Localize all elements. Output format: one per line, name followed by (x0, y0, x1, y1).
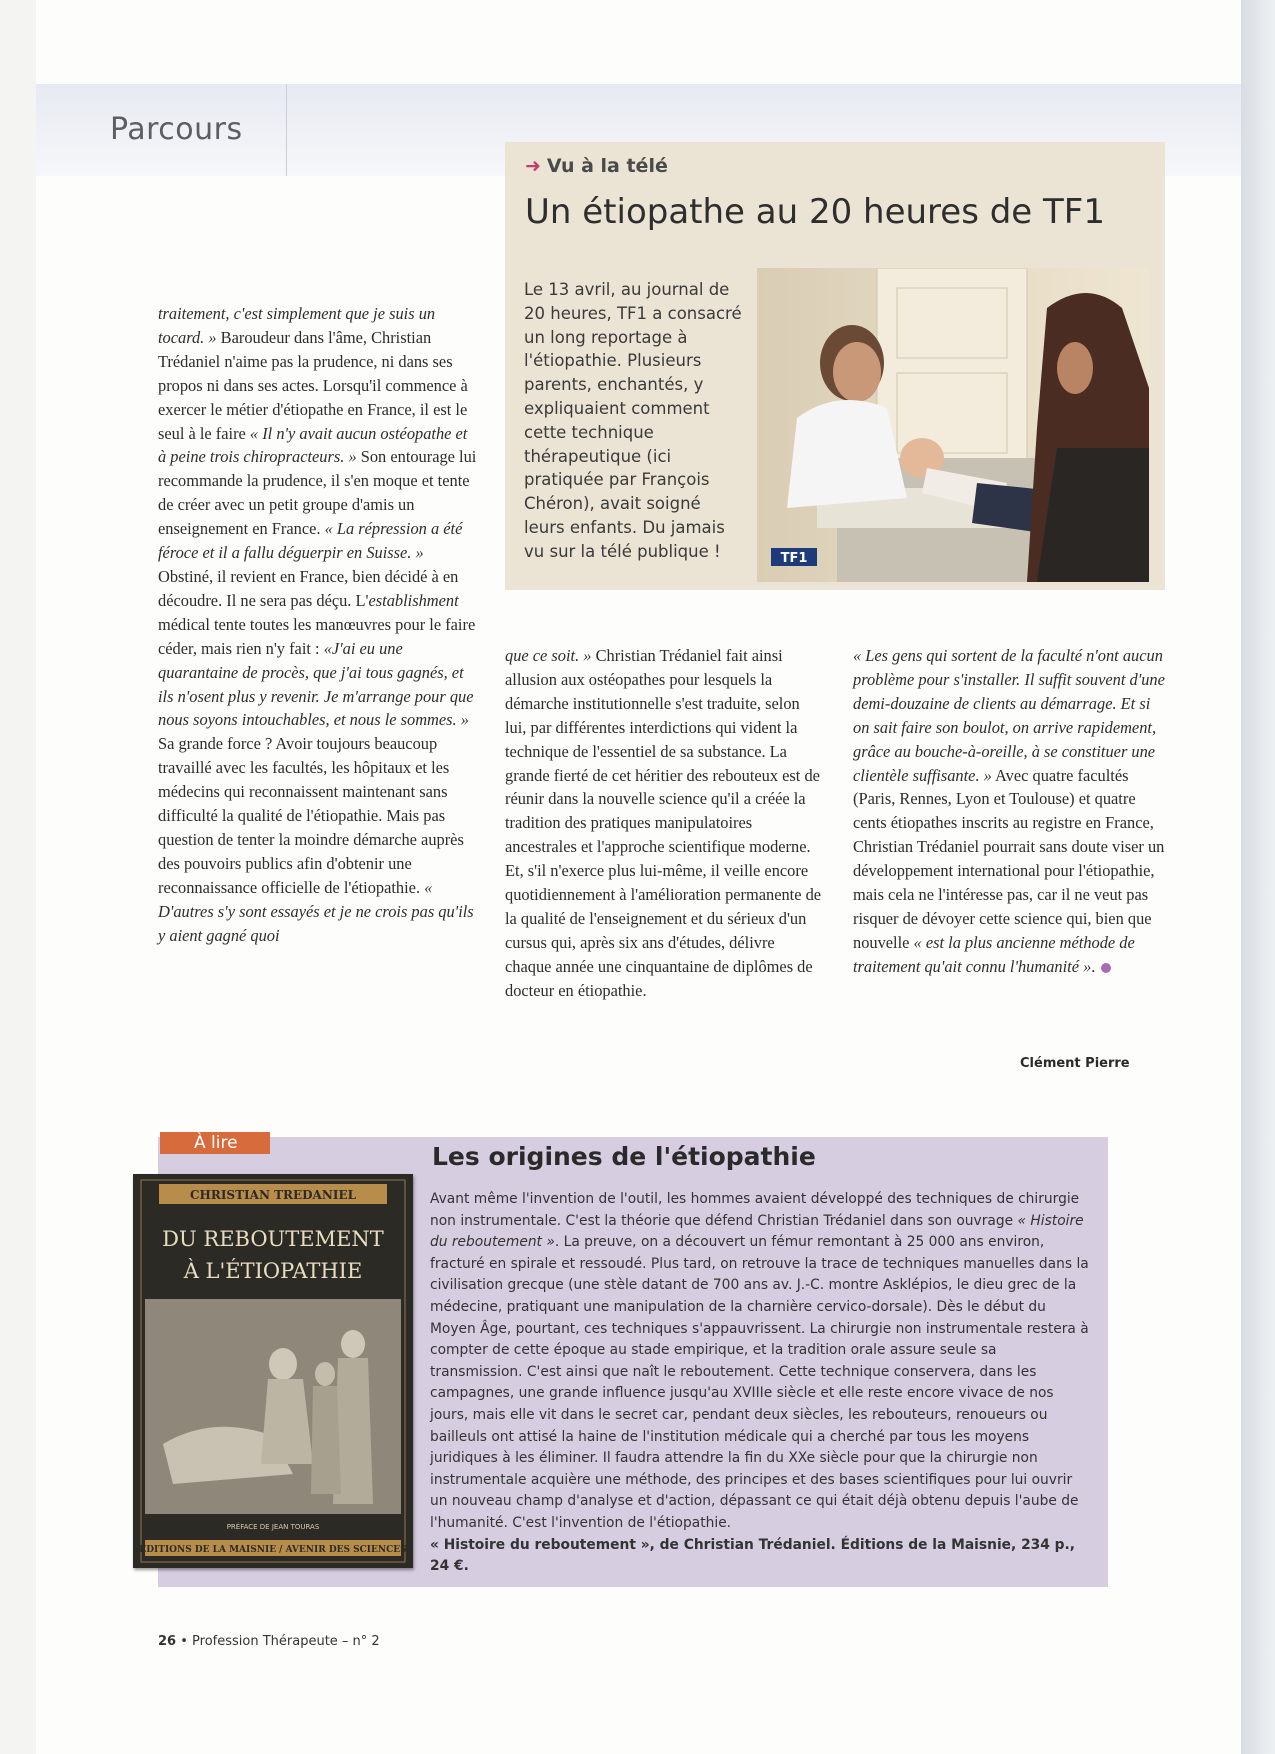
author-name: Clément Pierre (1020, 1056, 1130, 1071)
text-run: « est la plus ancienne méthode de traitement qu'ait connu l'humanité » (853, 932, 1135, 976)
text-run: que ce soit. » (505, 646, 592, 665)
text-run: Sa grande force ? Avoir toujours beaucoup travaillé avec les facultés, les hôpitaux et les médecins qui reconnaissent maintenant sans difficulté la qualité de l'étiopathie. Mais pas question de tenter la moindre démarche auprès des pouvoirs publics afin d'obtenir une reconnaissance officielle de l'étiopathie. (158, 734, 464, 897)
text-run: Christian Trédaniel fait ainsi allusion aux ostéopathes pour lesquels la démarche institutionnelle s'est traduite, selon lui, par différentes interdictions qui vident la technique de l'essentiel de sa substance. La grande fierté de cet héritier des rebouteux est de réunir dans la nouvelle science qu'il a créée la tradition des pratiques manipulatoires ancestrales et l'approche scientifique moderne. Et, s'il n'exerce plus lui-même, il veille encore quotidiennement à l'amélioration permanente de la qualité de l'enseignement et du sérieux d'un cursus qui, après six ans d'études, délivre chaque année une cinquantaine de diplômes de docteur en étiopathie. (505, 646, 822, 1000)
text-run: Son entourage lui recommande la prudence, il s'en moque et tente de créer avec un petit groupe d'amis un enseignement en France. (158, 447, 477, 539)
article-column-2 (505, 644, 823, 1003)
text-run: médical tente toutes les manœuvres pour le faire céder, mais rien n'y fait : (158, 614, 476, 658)
article-column-3 (853, 644, 1168, 979)
article-column-1 (158, 302, 478, 947)
text-run: Baroudeur dans l'âme, Christian Trédaniel n'aime pas la prudence, ni dans ses propos ni dans ses actes. Lorsqu'il commence à exercer le métier d'étiopathe en France, il est le seul à le faire (158, 327, 468, 443)
text-run: « D'autres s'y sont essayés et je ne crois pas qu'ils y aient gagné quoi (158, 877, 474, 945)
book-reference: « Histoire du reboutement », de Christian Trédaniel. Éditions de la Maisnie, 234 p., 24 €. (430, 1536, 1076, 1575)
book-text (430, 1189, 1090, 1578)
page-edge (1241, 0, 1275, 1754)
book-text-body (430, 1189, 1090, 1535)
book-cover-art (133, 1174, 413, 1568)
tv-kicker-label: Vu à la télé (546, 155, 668, 177)
text-run: Avant même l'invention de l'outil, les hommes avaient développé des techniques de chirurgie non instrumentale. C'est la théorie que défend Christian Trédaniel dans son ouvrage (430, 1191, 1080, 1229)
tv-title: Un étiopathe au 20 heures de TF1 (525, 192, 1105, 232)
author-byline (1020, 1056, 1130, 1071)
text-run: « Histoire du reboutement » (430, 1212, 1084, 1251)
text-run: « La répression a été féroce et il a fallu déguerpir en Suisse. » (158, 519, 463, 563)
cover-title-line-2: À L'ÉTIOPATHIE (183, 1259, 363, 1283)
tv-text: Le 13 avril, au journal de 20 heures, TF1 a consacré un long reportage à l'étiopathie. Plusieurs parents, enchantés, y expliquaient comment cette technique thérapeutique (ici pratiquée par François Chéron), avait soigné leurs enfants. Du jamais vu sur la télé publique ! (524, 280, 742, 561)
cover-publisher: EDITIONS DE LA MAISNIE / AVENIR DES SCIENCES (139, 1545, 407, 1555)
text-run: establishment (368, 590, 459, 610)
text-run: . La preuve, on a découvert un fémur remontant à 25 000 ans environ, fracturé en spirale et ressoudé. Plus tard, on retrouve la trace de techniques manuelles dans la civilisation grecque (une stèle datant de 700 ans av. J.-C. montre Asklépios, le dieu grec de la médecine, pratiquant une manipulation de la charnière cervico-dorsale). Dès le début du Moyen Âge, pourtant, ces techniques s'appauvrissent. La chirurgie non instrumentale restera à compter de cette époque au stade empirique, et la tradition orale assure seule sa transmission. C'est ainsi que naît le reboutement. Cette technique conservera, dans les campagnes, une grande influence jusqu'au XVIIIe siècle et elle reste encore vivace de nos jours, mais elle vit dans le secret car, pendant deux siècles, les rebouteurs, renoueurs ou bailleuls ont attisé la haine de l'institution médicale qui a cherché par tous les moyens juridiques à les éliminer. Il faudra attendre la fin du XXe siècle pour que la chirurgie non instrumentale acquière une méthode, des principes et des bases scientifiques pour lui ouvrir un nouveau champ d'analyse et d'action, dépassant ce qui était déjà obtenu depuis l'aube de l'humanité. C'est l'invention de l'étiopathie. (430, 1234, 1089, 1531)
page-number: 26 (158, 1634, 177, 1649)
arrow-right-icon: ➜ (525, 155, 541, 177)
end-mark-icon (1101, 963, 1111, 973)
tv-kicker (525, 155, 668, 177)
book-cover (133, 1174, 413, 1568)
section-label: Parcours (110, 112, 243, 147)
tf1-logo: TF1 (780, 551, 808, 566)
cover-title-line-1: DU REBOUTEMENT (162, 1227, 384, 1251)
text-run: Avec quatre facultés (Paris, Rennes, Lyon et Toulouse) et quatre cents étiopathes inscrits au registre en France, Christian Trédaniel pourrait sans doute viser un développement international pour l'étiopathie, mais cela ne l'intéresse pas, car il ne veut pas risquer de dévoyer cette science qui, bien que nouvelle (853, 765, 1165, 952)
tv-photo (757, 268, 1149, 582)
cover-author: CHRISTIAN TREDANIEL (189, 1188, 357, 1202)
page-footer (158, 1634, 380, 1649)
consultation-photo (757, 268, 1149, 582)
text-run: « Il n'y avait aucun ostéopathe et à peine trois chiropracteurs. » (158, 423, 468, 467)
text-run: Obstiné, il revient en France, bien décidé à en découdre. Il ne sera pas déçu. L' (158, 566, 459, 610)
magazine-name: • Profession Thérapeute – n° 2 (180, 1634, 380, 1649)
book-tag: À lire (160, 1132, 270, 1154)
book-title: Les origines de l'étiopathie (432, 1142, 816, 1171)
text-run: traitement, c'est simplement que je suis un tocard. » (158, 304, 436, 347)
header-divider (286, 84, 287, 176)
text-run: . (1091, 956, 1096, 976)
text-run: «J'ai eu une quarantaine de procès, que j'ai tous gagnés, et ils n'osent plus y revenir. Je m'arrange pour que nous soyons intouchables, et nous le sommes. » (158, 638, 474, 730)
text-run: « Les gens qui sortent de la faculté n'ont aucun problème pour s'installer. Il suffit souvent d'une demi-douzaine de clients au démarrage. Et si on sait faire son boulot, on arrive rapidement, grâce au bouche-à-oreille, à se constituer une clientèle suffisante. » (853, 646, 1165, 785)
cover-preface: PRÉFACE DE JEAN TOURAS (226, 1523, 320, 1531)
